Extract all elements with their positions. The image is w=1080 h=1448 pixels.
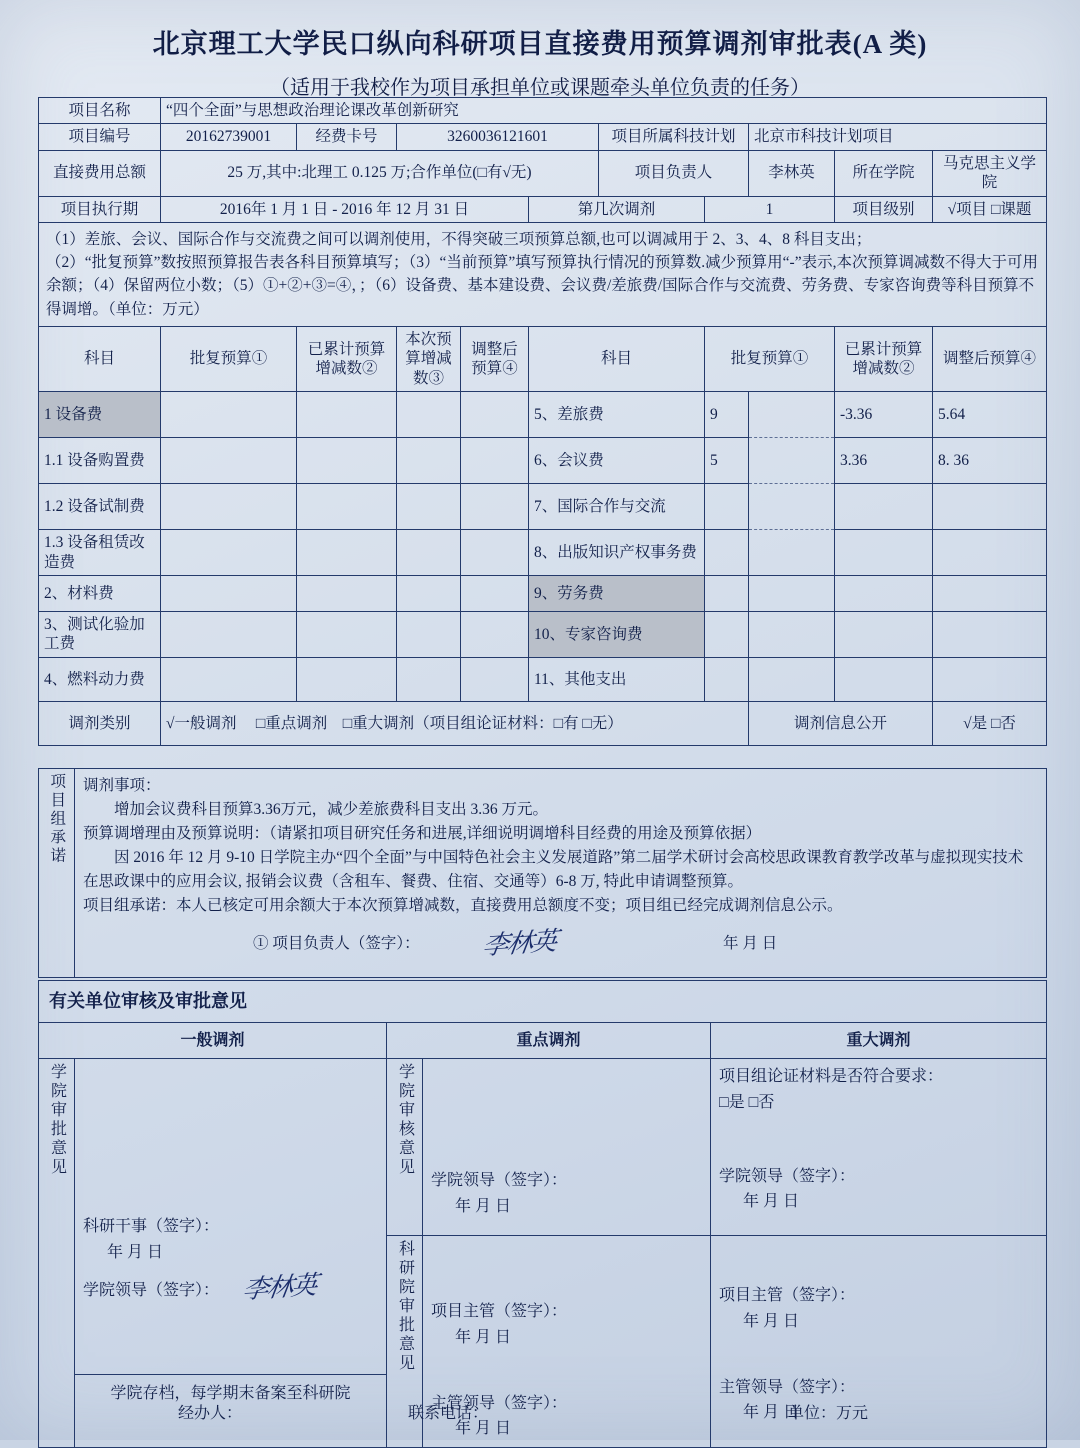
right-manager-sign-label: 项目主管（签字）： bbox=[719, 1287, 856, 1305]
approved-left[interactable] bbox=[161, 576, 297, 612]
after-right[interactable]: 8. 36 bbox=[933, 438, 1047, 484]
accum-right[interactable] bbox=[749, 530, 835, 576]
accum-left[interactable] bbox=[297, 484, 397, 530]
current-left[interactable] bbox=[397, 484, 461, 530]
budget-row bbox=[39, 392, 1047, 438]
main-form-table bbox=[38, 97, 1047, 746]
mid-side-label-research-office: 科研院审批意见 bbox=[396, 1240, 414, 1374]
mid-college-cell bbox=[423, 1059, 711, 1236]
approved-left[interactable] bbox=[161, 657, 297, 701]
current-left[interactable] bbox=[397, 657, 461, 701]
budget-row bbox=[39, 657, 1047, 701]
current-left[interactable] bbox=[397, 612, 461, 658]
adjust-type-options bbox=[161, 701, 749, 745]
after-left[interactable] bbox=[461, 612, 529, 658]
subject-left: 4、燃料动力费 bbox=[39, 657, 161, 701]
mid-manager-sign-date[interactable]: 年 月 日 bbox=[455, 1328, 512, 1346]
accum-right[interactable] bbox=[749, 392, 835, 438]
approval-section-title: 有关单位审核及审批意见 bbox=[39, 981, 1047, 1023]
col-approved-right: 批复预算① bbox=[705, 326, 835, 391]
approved-left[interactable] bbox=[161, 392, 297, 438]
leader-signature-line bbox=[83, 926, 1038, 972]
mid-manager-sign-label: 项目主管（签字）： bbox=[431, 1303, 568, 1321]
col-after-right: 调整后预算④ bbox=[933, 326, 1047, 391]
col-current-left: 本次预算增减数③ bbox=[397, 326, 461, 391]
label-public-disclosure: 调剂信息公开 bbox=[749, 701, 933, 745]
accum-right[interactable] bbox=[749, 576, 835, 612]
subject-right: 6、会议费 bbox=[529, 438, 705, 484]
accum-right[interactable] bbox=[749, 484, 835, 530]
after-left[interactable] bbox=[461, 392, 529, 438]
approved-left[interactable] bbox=[161, 612, 297, 658]
value-public-disclosure[interactable]: √是 □否 bbox=[933, 701, 1047, 745]
commitment-table bbox=[38, 768, 1047, 978]
value-plan[interactable]: 北京市科技计划项目 bbox=[749, 124, 1047, 150]
approved-left[interactable] bbox=[161, 438, 297, 484]
col-approved-left: 批复预算① bbox=[161, 326, 297, 391]
approved-right[interactable] bbox=[705, 612, 749, 658]
subject-left: 2、材料费 bbox=[39, 576, 161, 612]
subject-right: 7、国际合作与交流 bbox=[529, 484, 705, 530]
label-level: 项目级别 bbox=[835, 196, 933, 222]
page-subtitle: （适用于我校作为项目承担单位或课题牵头单位负责的任务） bbox=[270, 77, 810, 99]
subject-left: 1.2 设备试制费 bbox=[39, 484, 161, 530]
row-project-name bbox=[39, 98, 1047, 124]
header-major-adjust: 重大调剂 bbox=[711, 1022, 1047, 1059]
subject-left: 1.1 设备购置费 bbox=[39, 438, 161, 484]
accum-left[interactable] bbox=[297, 530, 397, 576]
matter-title: 调剂事项： bbox=[83, 777, 161, 794]
right-major-upper-cell bbox=[711, 1059, 1047, 1236]
current-right[interactable] bbox=[835, 484, 933, 530]
accum-left[interactable] bbox=[297, 392, 397, 438]
row-total bbox=[39, 150, 1047, 196]
accum-right[interactable] bbox=[749, 612, 835, 658]
approval-table bbox=[38, 980, 1047, 1448]
value-fund-card[interactable]: 3260036121601 bbox=[397, 124, 599, 150]
left-general-cell bbox=[75, 1059, 387, 1374]
left-leader-sign-value: 李林英 bbox=[240, 1270, 318, 1306]
row-project-no bbox=[39, 124, 1047, 150]
reason-text[interactable]: 因 2016 年 12 月 9-10 日学院主办“四个全面”与中国特色社会主义发展道路”第二届学术研讨会高校思政课教育教学改革与虚拟现实技术在思政课中的应用会议, 报销会议费（含租车、餐费、住宿、交通等）6-8 万, 特此申请调整预算。 bbox=[83, 849, 1024, 891]
budget-header-row bbox=[39, 326, 1047, 391]
after-right[interactable] bbox=[933, 576, 1047, 612]
leader-signature-value: 李林英 bbox=[480, 926, 558, 962]
approval-upper-row bbox=[39, 1059, 1047, 1236]
mid-side-label-cell-1 bbox=[387, 1059, 423, 1236]
right-chief-sign-label: 主管领导（签字）： bbox=[719, 1378, 856, 1396]
row-period bbox=[39, 196, 1047, 222]
mid-chief-sign-date[interactable]: 年 月 日 bbox=[455, 1420, 512, 1438]
header-key-adjust: 重点调剂 bbox=[387, 1022, 711, 1059]
right-question-label: 项目组论证材料是否符合要求： bbox=[719, 1068, 944, 1086]
label-leader: 项目负责人 bbox=[599, 150, 749, 196]
note-line-1: （1）差旅、会议、国际合作与交流费之间可以调剂使用，不得突破三项预算总额,也可以调减用于 2、3、4、8 科目支出； bbox=[46, 230, 872, 248]
current-left[interactable] bbox=[397, 530, 461, 576]
left-staff-sign-label: 科研干事（签字）： bbox=[83, 1218, 220, 1236]
right-leader-sign-date[interactable]: 年 月 日 bbox=[743, 1193, 800, 1211]
current-left[interactable] bbox=[397, 392, 461, 438]
label-plan: 项目所属科技计划 bbox=[599, 124, 749, 150]
approved-right[interactable]: 5 bbox=[705, 438, 749, 484]
accum-left[interactable] bbox=[297, 657, 397, 701]
col-accum-left: 已累计预算增减数② bbox=[297, 326, 397, 391]
label-fund-card: 经费卡号 bbox=[297, 124, 397, 150]
value-level[interactable]: √项目 □课题 bbox=[933, 196, 1047, 222]
right-major-lower-cell bbox=[711, 1236, 1047, 1447]
current-right[interactable] bbox=[835, 576, 933, 612]
accum-left[interactable] bbox=[297, 438, 397, 484]
approved-left[interactable] bbox=[161, 530, 297, 576]
row-notes bbox=[39, 222, 1047, 326]
left-leader-sign-label: 学院领导（签字）： bbox=[83, 1281, 220, 1299]
budget-row bbox=[39, 438, 1047, 484]
notes-cell bbox=[39, 222, 1047, 326]
left-archive-note: 学院存档，每学期末备案至科研院 bbox=[75, 1374, 387, 1447]
budget-row bbox=[39, 612, 1047, 658]
note-line-2: （2）“批复预算”数按照预算报告表各科目预算填写；（3）“当前预算”填写预算执行情况的预算数.减少预算用“-”表示,本次预算调减数不得大于可用余额；（4）保留两位小数；（5）①+②+③=④，；（6）设备费、基本建设费、会议费/差旅费/国际合作与交流费、劳务费、专家咨询费等科目预算不得调增。（单位：万元） bbox=[46, 254, 1038, 318]
accum-left[interactable] bbox=[297, 612, 397, 658]
after-left[interactable] bbox=[461, 484, 529, 530]
value-total-amount[interactable]: 25 万,其中:北理工 0.125 万;合作单位(□有√无) bbox=[161, 150, 599, 196]
footer-phone[interactable]: 联系电话： bbox=[408, 1405, 489, 1422]
footer-handler[interactable]: 经办人： bbox=[178, 1405, 243, 1422]
right-chief-sign-date[interactable]: 年 月 日 bbox=[743, 1404, 800, 1422]
approved-right[interactable] bbox=[705, 657, 749, 701]
subject-left: 3、测试化验加工费 bbox=[39, 612, 161, 658]
label-project-name: 项目名称 bbox=[39, 98, 161, 124]
after-right[interactable] bbox=[933, 484, 1047, 530]
label-college: 所在学院 bbox=[835, 150, 933, 196]
approval-header-row bbox=[39, 1022, 1047, 1059]
subject-right: 8、出版知识产权事务费 bbox=[529, 530, 705, 576]
accum-left[interactable] bbox=[297, 576, 397, 612]
left-side-label-cell bbox=[39, 1059, 75, 1447]
current-right[interactable]: -3.36 bbox=[835, 392, 933, 438]
commitment-side-label: 项目组承诺 bbox=[48, 773, 66, 866]
label-total-amount: 直接费用总额 bbox=[39, 150, 161, 196]
approval-section-title-row bbox=[39, 981, 1047, 1023]
current-right[interactable] bbox=[835, 530, 933, 576]
approved-right[interactable] bbox=[705, 530, 749, 576]
value-period[interactable]: 2016年 1 月 1 日 - 2016 年 12 月 31 日 bbox=[161, 196, 529, 222]
value-times[interactable]: 1 bbox=[705, 196, 835, 222]
right-question-options[interactable]: □是 □否 bbox=[719, 1093, 775, 1111]
after-right[interactable] bbox=[933, 657, 1047, 701]
left-staff-sign-date[interactable]: 年 月 日 bbox=[107, 1243, 164, 1261]
after-right[interactable] bbox=[933, 612, 1047, 658]
value-project-no[interactable]: 20162739001 bbox=[161, 124, 297, 150]
mid-chief-sign-label: 主管领导（签字）： bbox=[431, 1394, 568, 1412]
subject-left: 1.3 设备租赁改造费 bbox=[39, 530, 161, 576]
leader-signature-date[interactable]: 年 月 日 bbox=[723, 935, 778, 953]
after-left[interactable] bbox=[461, 530, 529, 576]
subject-right: 11、其他支出 bbox=[529, 657, 705, 701]
subject-right: 5、差旅费 bbox=[529, 392, 705, 438]
col-subject-right: 科目 bbox=[529, 326, 705, 391]
col-accum-right: 已累计预算增减数② bbox=[835, 326, 933, 391]
right-leader-sign-label: 学院领导（签字）： bbox=[719, 1167, 856, 1185]
after-left[interactable] bbox=[461, 576, 529, 612]
col-subject-left: 科目 bbox=[39, 326, 161, 391]
label-times: 第几次调剂 bbox=[529, 196, 705, 222]
subject-right: 10、专家咨询费 bbox=[529, 612, 705, 658]
current-right[interactable]: 3.36 bbox=[835, 438, 933, 484]
subject-right: 9、劳务费 bbox=[529, 576, 705, 612]
after-left[interactable] bbox=[461, 438, 529, 484]
budget-row bbox=[39, 576, 1047, 612]
footer-unit: 单位：万元 bbox=[788, 1405, 869, 1422]
value-college[interactable]: 马克思主义学院 bbox=[933, 150, 1047, 196]
current-right[interactable] bbox=[835, 657, 933, 701]
label-project-no: 项目编号 bbox=[39, 124, 161, 150]
after-right[interactable]: 5.64 bbox=[933, 392, 1047, 438]
commitment-content bbox=[75, 769, 1047, 978]
label-period: 项目执行期 bbox=[39, 196, 161, 222]
page-title: 北京理工大学民口纵向科研项目直接费用预算调剂审批表(A 类) bbox=[152, 29, 928, 59]
value-project-name[interactable]: “四个全面”与思想政治理论课改革创新研究 bbox=[161, 98, 1047, 124]
reason-title: 预算调增理由及预算说明：（请紧扣项目研究任务和进展,详细说明调增科目经费的用途及预算依据） bbox=[83, 825, 762, 843]
subject-left: 1 设备费 bbox=[39, 392, 161, 438]
left-side-label: 学院审批意见 bbox=[48, 1063, 66, 1178]
value-leader[interactable]: 李林英 bbox=[749, 150, 835, 196]
promise-text: 项目组承诺：本人已核定可用余额大于本次预算增减数，直接费用总额度不变；项目组已经完成调剂信息公示。 bbox=[83, 897, 843, 915]
after-right[interactable] bbox=[933, 530, 1047, 576]
mid-leader-sign-date[interactable]: 年 月 日 bbox=[455, 1197, 512, 1215]
header-general-adjust: 一般调剂 bbox=[39, 1022, 387, 1059]
option-general-adjust[interactable]: √一般调剂 bbox=[166, 714, 237, 732]
accum-right[interactable] bbox=[749, 657, 835, 701]
budget-row bbox=[39, 484, 1047, 530]
col-after-left: 调整后预算④ bbox=[461, 326, 529, 391]
after-left[interactable] bbox=[461, 657, 529, 701]
leader-signature-label: ① 项目负责人（签字）： bbox=[253, 935, 420, 953]
current-left[interactable] bbox=[397, 576, 461, 612]
approved-right[interactable] bbox=[705, 576, 749, 612]
accum-right[interactable] bbox=[749, 438, 835, 484]
approved-left[interactable] bbox=[161, 484, 297, 530]
label-adjust-type: 调剂类别 bbox=[39, 701, 161, 745]
current-left[interactable] bbox=[397, 438, 461, 484]
commitment-row bbox=[39, 769, 1047, 978]
matter-text[interactable]: 增加会议费科目预算3.36万元，减少差旅费科目支出 3.36 万元。 bbox=[114, 801, 549, 819]
commitment-side-label-cell bbox=[39, 769, 75, 978]
mid-leader-sign-label: 学院领导（签字）： bbox=[431, 1172, 568, 1190]
budget-row bbox=[39, 530, 1047, 576]
approved-right[interactable] bbox=[705, 484, 749, 530]
option-major-adjust[interactable]: □重大调剂（项目组论证材料：□有 □无） bbox=[342, 714, 623, 732]
right-manager-sign-date[interactable]: 年 月 日 bbox=[743, 1312, 800, 1330]
row-adjust-type bbox=[39, 701, 1047, 745]
mid-side-label-college: 学院审核意见 bbox=[396, 1063, 414, 1178]
option-key-adjust[interactable]: □重点调剂 bbox=[255, 714, 328, 732]
approved-right[interactable]: 9 bbox=[705, 392, 749, 438]
current-right[interactable] bbox=[835, 612, 933, 658]
